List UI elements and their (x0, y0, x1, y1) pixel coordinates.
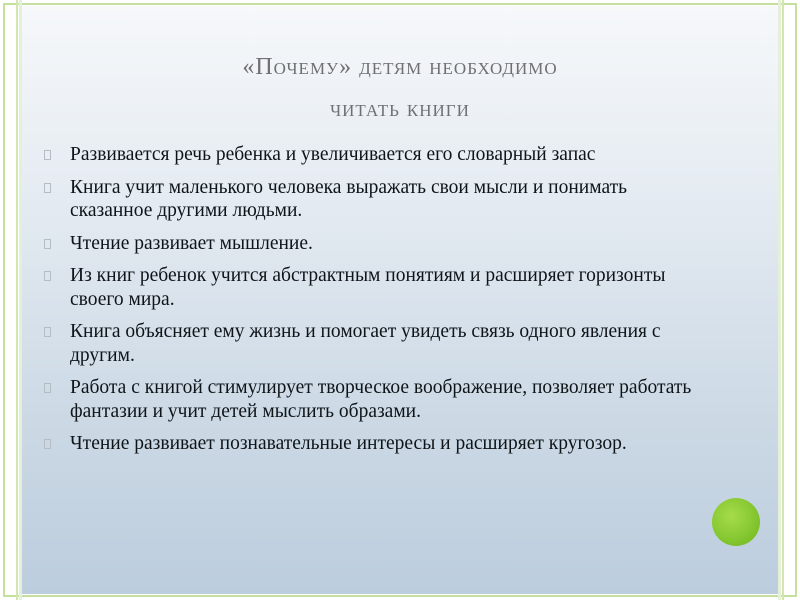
bullet-list (44, 143, 694, 465)
bullet-item (44, 432, 694, 456)
bullet-text: Работа с книгой стимулирует творческое воображение, позволяет работать фантазии и учит детей мыслить образами. (70, 377, 692, 422)
bullet-text: Книга объясняет ему жизнь и помогает увидеть связь одного явления с другим. (70, 321, 661, 366)
bullet-text: Чтение развивает познавательные интересы и расширяет кругозор. (70, 433, 627, 454)
bullet-item (44, 264, 694, 311)
bullet-marker-icon (44, 327, 51, 337)
bullet-marker-icon (44, 150, 51, 160)
frame-line-right (782, 0, 784, 600)
bullet-item (44, 320, 694, 367)
panel-edge-right (778, 0, 781, 600)
bullet-marker-icon (44, 383, 51, 393)
green-circle-icon (712, 498, 760, 546)
bullet-marker-icon (44, 239, 51, 249)
bullet-item (44, 232, 694, 256)
bullet-text: Из книг ребенок учится абстрактным понятиям и расширяет горизонты своего мира. (70, 265, 666, 310)
bullet-item (44, 143, 694, 167)
bullet-text: Книга учит маленького человека выражать свои мысли и понимать сказанное другими людьми. (70, 176, 628, 221)
bullet-marker-icon (44, 439, 51, 449)
slide-title (60, 46, 740, 130)
bullet-marker-icon (44, 271, 51, 281)
title-line-2: читать книги (330, 96, 470, 122)
bullet-item (44, 376, 694, 423)
bullet-text: Чтение развивает мышление. (70, 232, 313, 254)
bullet-item (44, 176, 694, 223)
frame-line-left (16, 0, 18, 600)
bullet-text: Развивается речь ребенка и увеличивается его словарный запас (70, 144, 596, 165)
title-line-1: «Почему» детям необходимо (242, 54, 558, 80)
bullet-marker-icon (44, 183, 51, 193)
